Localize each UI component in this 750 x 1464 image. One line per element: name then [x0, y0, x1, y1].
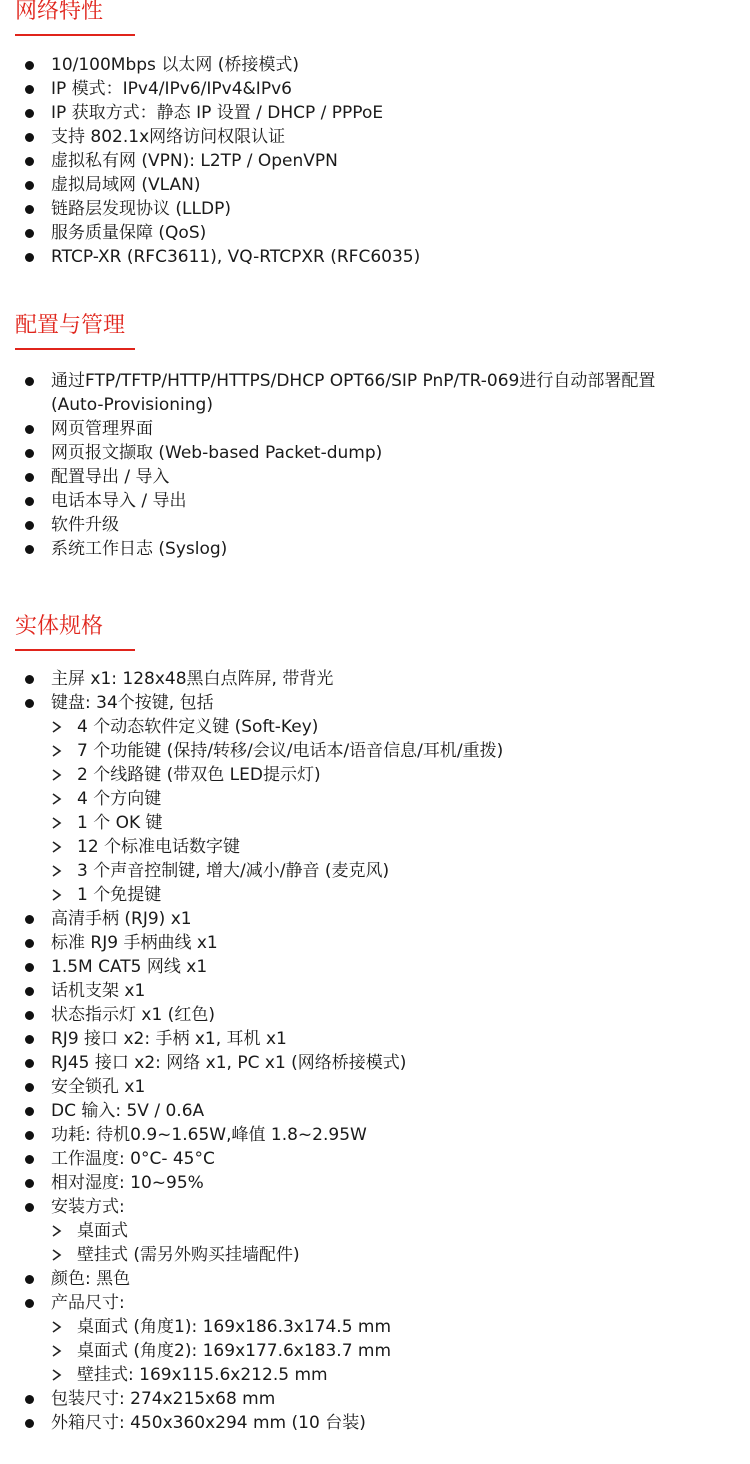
bullet-dot-icon: [25, 963, 34, 972]
list-item-text: 状态指示灯 x1 (红色): [51, 1005, 215, 1025]
chevron-right-icon: [51, 1243, 65, 1267]
list-item-text: 虚拟私有网 (VPN): L2TP / OpenVPN: [51, 151, 338, 171]
list-item: [0, 1003, 750, 1027]
sub-list-item-text: 1 个 OK 键: [77, 813, 163, 833]
section-title-network: 网络特性: [15, 0, 104, 24]
list-item-text: IP 模式：IPv4/IPv6/IPv4&IPv6: [51, 79, 292, 99]
sub-list-item: [0, 763, 750, 787]
chevron-right-icon: [51, 859, 65, 883]
sub-list-item-text: 4 个动态软件定义键 (Soft-Key): [77, 717, 319, 737]
list-item-text: 系统工作日志 (Syslog): [51, 539, 228, 559]
list-item: [0, 955, 750, 979]
list-item-text: 服务质量保障 (QoS): [51, 223, 207, 243]
chevron-right-icon: [51, 883, 65, 907]
bullet-dot-icon: [25, 449, 34, 458]
bullet-dot-icon: [25, 109, 34, 118]
bullet-dot-icon: [25, 675, 34, 684]
list-item-text: 功耗: 待机0.9~1.65W,峰值 1.8~2.95W: [51, 1125, 367, 1145]
sub-list-item-text: 桌面式 (角度1): 169x186.3x174.5 mm: [77, 1317, 392, 1337]
list-item: [0, 931, 750, 955]
list-item-text: 键盘: 34个按键, 包括: [51, 693, 214, 713]
list-item: [0, 369, 691, 417]
sub-list-item: [0, 739, 750, 763]
bullet-dot-icon: [25, 545, 34, 554]
config-feature-list: [0, 369, 750, 561]
bullet-dot-icon: [25, 1131, 34, 1140]
list-item: [0, 907, 750, 931]
sub-list-item: [0, 1339, 750, 1363]
list-item-text: 10/100Mbps 以太网 (桥接模式): [51, 55, 299, 75]
section-rule-network: [15, 34, 135, 36]
bullet-dot-icon: [25, 497, 34, 506]
list-item-text: 工作温度: 0°C- 45°C: [51, 1149, 215, 1169]
bullet-dot-icon: [25, 205, 34, 214]
list-item: [0, 691, 750, 715]
list-item: [0, 667, 750, 691]
list-item: [0, 465, 750, 489]
bullet-dot-icon: [25, 1419, 34, 1428]
list-item-text: DC 输入: 5V / 0.6A: [51, 1101, 205, 1121]
list-item: [0, 149, 750, 173]
list-item: [0, 489, 750, 513]
list-item-text: 安装方式:: [51, 1197, 125, 1217]
sub-list-item-text: 2 个线路键 (带双色 LED提示灯): [77, 765, 321, 785]
physical-spec-list: [0, 667, 750, 1435]
bullet-dot-icon: [25, 253, 34, 262]
chevron-right-icon: [51, 1219, 65, 1243]
list-item-text: 产品尺寸:: [51, 1293, 125, 1313]
sub-list-item-text: 7 个功能键 (保持/转移/会议/电话本/语音信息/耳机/重拨): [77, 741, 504, 761]
list-item: [0, 979, 750, 1003]
chevron-right-icon: [51, 1363, 65, 1387]
bullet-dot-icon: [25, 1155, 34, 1164]
list-item: [0, 1099, 750, 1123]
bullet-dot-icon: [25, 1083, 34, 1092]
bullet-dot-icon: [25, 1275, 34, 1284]
list-item-text: 支持 802.1x网络访问权限认证: [51, 127, 286, 147]
list-item-text: 安全锁孔 x1: [51, 1077, 146, 1097]
chevron-right-icon: [51, 1339, 65, 1363]
list-item-text: 话机支架 x1: [51, 981, 146, 1001]
sub-list-item: [0, 835, 750, 859]
list-item: [0, 1387, 750, 1411]
sub-list-item-text: 12 个标准电话数字键: [77, 837, 241, 857]
list-item-text: 电话本导入 / 导出: [51, 491, 187, 511]
sub-list-item-text: 1 个免提键: [77, 885, 162, 905]
bullet-dot-icon: [25, 1011, 34, 1020]
list-item: [0, 1267, 750, 1291]
list-item: [0, 417, 750, 441]
list-item-text: RJ45 接口 x2: 网络 x1, PC x1 (网络桥接模式): [51, 1053, 407, 1073]
sub-list-item: [0, 883, 750, 907]
bullet-dot-icon: [25, 1203, 34, 1212]
bullet-dot-icon: [25, 473, 34, 482]
bullet-dot-icon: [25, 915, 34, 924]
list-item-text: 主屏 x1: 128x48黑白点阵屏, 带背光: [51, 669, 334, 689]
list-item-text: 虚拟局域网 (VLAN): [51, 175, 201, 195]
list-item-text: IP 获取方式：静态 IP 设置 / DHCP / PPPoE: [51, 103, 384, 123]
list-item-text: RTCP-XR (RFC3611), VQ-RTCPXR (RFC6035): [51, 247, 421, 267]
bullet-dot-icon: [25, 425, 34, 434]
bullet-dot-icon: [25, 157, 34, 166]
sub-list-item: [0, 1363, 750, 1387]
list-item-text: 颜色: 黑色: [51, 1269, 131, 1289]
section-rule-physical: [15, 649, 135, 651]
sub-list-item-text: 壁挂式: 169x115.6x212.5 mm: [77, 1365, 328, 1385]
chevron-right-icon: [51, 715, 65, 739]
list-item-text: 软件升级: [51, 515, 119, 535]
list-item: [0, 53, 750, 77]
list-item: [0, 513, 750, 537]
bullet-dot-icon: [25, 1299, 34, 1308]
bullet-dot-icon: [25, 987, 34, 996]
bullet-dot-icon: [25, 229, 34, 238]
bullet-dot-icon: [25, 133, 34, 142]
sub-list-item: [0, 859, 750, 883]
list-item: [0, 537, 750, 561]
sub-list-item: [0, 1315, 750, 1339]
list-item-text: 配置导出 / 导入: [51, 467, 170, 487]
list-item: [0, 1075, 750, 1099]
bullet-dot-icon: [25, 181, 34, 190]
list-item: [0, 1411, 750, 1435]
list-item: [0, 1171, 750, 1195]
list-item: [0, 1123, 750, 1147]
bullet-dot-icon: [25, 85, 34, 94]
bullet-dot-icon: [25, 1107, 34, 1116]
list-item: [0, 77, 750, 101]
list-item: [0, 441, 750, 465]
list-item: [0, 1291, 750, 1315]
bullet-dot-icon: [25, 699, 34, 708]
sub-list-item: [0, 1243, 750, 1267]
bullet-dot-icon: [25, 1059, 34, 1068]
chevron-right-icon: [51, 835, 65, 859]
sub-list-item-text: 桌面式 (角度2): 169x177.6x183.7 mm: [77, 1341, 392, 1361]
chevron-right-icon: [51, 739, 65, 763]
list-item: [0, 125, 750, 149]
chevron-right-icon: [51, 1315, 65, 1339]
list-item: [0, 245, 750, 269]
bullet-dot-icon: [25, 939, 34, 948]
list-item: [0, 221, 750, 245]
sub-list-item: [0, 811, 750, 835]
list-item-text: 外箱尺寸: 450x360x294 mm (10 台装): [51, 1413, 366, 1433]
section-title-config: 配置与管理: [15, 313, 126, 338]
section-rule-config: [15, 348, 135, 350]
chevron-right-icon: [51, 787, 65, 811]
sub-list-item-text: 4 个方向键: [77, 789, 162, 809]
section-title-physical: 实体规格: [15, 614, 104, 639]
list-item-text: 网页管理界面: [51, 419, 153, 439]
list-item: [0, 1195, 750, 1219]
list-item-text: RJ9 接口 x2: 手柄 x1, 耳机 x1: [51, 1029, 287, 1049]
bullet-dot-icon: [25, 1179, 34, 1188]
list-item-text: 标准 RJ9 手柄曲线 x1: [51, 933, 218, 953]
sub-list-item-text: 桌面式: [77, 1221, 128, 1241]
list-item: [0, 1027, 750, 1051]
list-item-text: 包装尺寸: 274x215x68 mm: [51, 1389, 276, 1409]
bullet-dot-icon: [25, 377, 34, 386]
list-item-text: 1.5M CAT5 网线 x1: [51, 957, 208, 977]
sub-list-item-text: 3 个声音控制键, 增大/减小/静音 (麦克风): [77, 861, 390, 881]
sub-list-item-text: 壁挂式 (需另外购买挂墙配件): [77, 1245, 300, 1265]
bullet-dot-icon: [25, 1035, 34, 1044]
bullet-dot-icon: [25, 61, 34, 70]
list-item: [0, 197, 750, 221]
list-item: [0, 173, 750, 197]
list-item-text: 通过FTP/TFTP/HTTP/HTTPS/DHCP OPT66/SIP PnP/TR-069进行自动部署配置 (Auto-Provisioning): [51, 371, 656, 415]
chevron-right-icon: [51, 763, 65, 787]
bullet-dot-icon: [25, 1395, 34, 1404]
list-item-text: 相对湿度: 10~95%: [51, 1173, 204, 1193]
bullet-dot-icon: [25, 521, 34, 530]
network-feature-list: [0, 53, 750, 269]
list-item: [0, 101, 750, 125]
chevron-right-icon: [51, 811, 65, 835]
list-item: [0, 1051, 750, 1075]
list-item-text: 网页报文撷取 (Web-based Packet-dump): [51, 443, 383, 463]
list-item-text: 链路层发现协议 (LLDP): [51, 199, 231, 219]
sub-list-item: [0, 1219, 750, 1243]
sub-list-item: [0, 787, 750, 811]
list-item: [0, 1147, 750, 1171]
sub-list-item: [0, 715, 750, 739]
list-item-text: 高清手柄 (RJ9) x1: [51, 909, 192, 929]
